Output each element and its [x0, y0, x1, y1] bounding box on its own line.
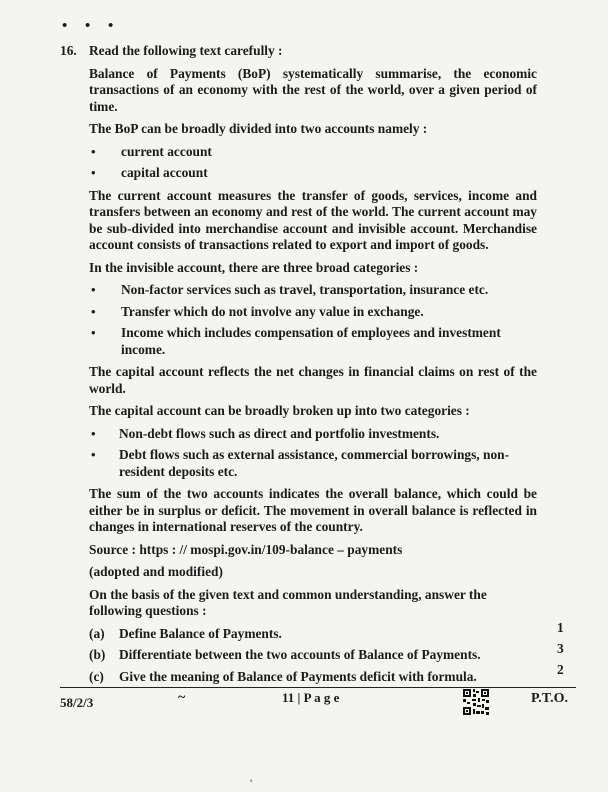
- bullet-icon: •: [91, 325, 96, 340]
- question-body: [89, 43, 537, 690]
- subquestion-text: Define Balance of Payments.: [119, 625, 282, 641]
- subquestion-label: (c): [89, 668, 104, 684]
- accounts-list: [89, 144, 537, 182]
- list-item: • Non-debt flows such as direct and portfolio investments.: [91, 425, 440, 441]
- paper-code: 58/2/3: [60, 695, 94, 710]
- bullet-icon: •: [91, 143, 96, 159]
- paragraph-capital-intro: The capital account can be broadly broken up into two categories :: [89, 403, 470, 418]
- invisible-categories-list: [89, 282, 537, 358]
- please-turn-over: P.T.O.: [531, 691, 568, 706]
- qr-code-icon: [462, 688, 490, 716]
- bullet-icon: •: [91, 282, 96, 297]
- list-item: • capital account: [91, 165, 208, 180]
- paragraph-invisible-intro: In the invisible account, there are three broad categories :: [89, 259, 419, 275]
- marks-a: 1: [557, 620, 564, 635]
- subquestion-c: [89, 669, 537, 686]
- paragraph-bop-definition: Balance of Payments (BoP) systematically summarise, the economic transactions of an economy with the rest of the world, over a given period of time.: [89, 65, 537, 114]
- bullet-icon: •: [91, 303, 96, 319]
- page-number: 11 | P a g e: [282, 690, 340, 705]
- adopted-note: (adopted and modified): [89, 564, 223, 579]
- bullet-icon: •: [91, 165, 96, 180]
- subquestion-a: [89, 626, 537, 643]
- subquestion-label: (b): [89, 647, 106, 662]
- list-item: • Income which includes compensation of employees and investment income.: [91, 325, 501, 357]
- stray-mark: ': [250, 776, 253, 790]
- list-item: • current account: [91, 143, 212, 159]
- bullet-icon: •: [91, 447, 96, 462]
- marks-c: 2: [557, 662, 564, 677]
- list-item: • Transfer which do not involve any value in exchange.: [91, 303, 424, 319]
- list-item: • Non-factor services such as travel, transportation, insurance etc.: [91, 282, 489, 297]
- paragraph-answer-instruction: On the basis of the given text and common understanding, answer the following questions :: [89, 586, 487, 618]
- subquestion-b: [89, 647, 537, 664]
- footer-divider: [60, 687, 576, 688]
- list-item: • Debt flows such as external assistance, commercial borrowings, non-resident deposits etc.: [91, 447, 510, 479]
- subquestion-label: (a): [89, 625, 105, 641]
- subquestion-text: Give the meaning of Balance of Payments deficit with formula.: [119, 668, 477, 684]
- capital-categories-list: [89, 426, 537, 481]
- paragraph-current-account: The current account measures the transfer of goods, services, income and transfers between an economy and rest of the world. The current account may be sub-divided into merchandise account and invisible account. Merchandise account consists of transactions related to export and import of goods.: [89, 187, 537, 252]
- paragraph-bop-division: The BoP can be broadly divided into two accounts namely :: [89, 121, 428, 136]
- question-instruction: Read the following text carefully :: [89, 43, 283, 58]
- source-line: Source : https : // mospi.gov.in/109-balance – payments: [89, 541, 403, 557]
- decorative-dots: • • •: [62, 18, 121, 34]
- paragraph-overall-balance: The sum of the two accounts indicates the overall balance, which could be either be in surplus or deficit. The movement in overall balance is reflected in changes in international reserves of the country.: [89, 486, 537, 534]
- footer-tilde: ~: [178, 690, 186, 705]
- marks-b: 3: [557, 641, 564, 656]
- bullet-icon: •: [91, 425, 96, 441]
- paragraph-capital-account: The capital account reflects the net changes in financial claims on rest of the world.: [89, 364, 537, 396]
- subquestion-text: Differentiate between the two accounts of Balance of Payments.: [119, 647, 481, 662]
- question-number: 16.: [60, 43, 77, 58]
